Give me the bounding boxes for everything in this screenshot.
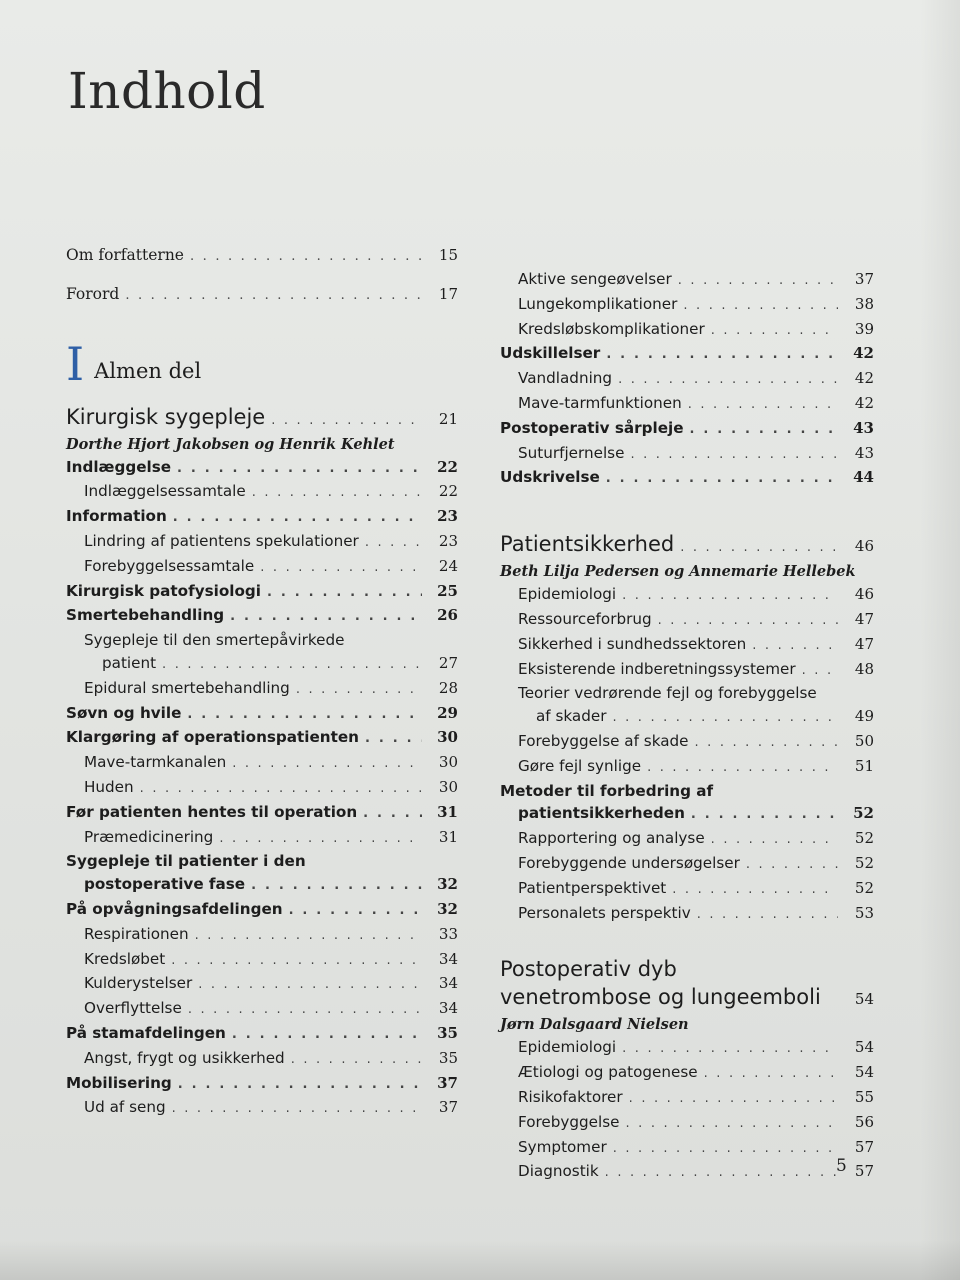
toc-label: Forebyggelse — [518, 1112, 620, 1131]
toc-page: 30 — [437, 728, 458, 747]
leader-dots — [251, 875, 422, 898]
toc-entry[interactable] — [500, 877, 874, 902]
toc-chapter-kirurgisk-sygepleje[interactable] — [66, 404, 458, 434]
toc-entry[interactable] — [66, 751, 458, 776]
toc-entry[interactable] — [66, 505, 458, 530]
toc-page: 37 — [438, 1098, 458, 1117]
toc-label: Vandladning — [518, 369, 613, 388]
chapter-authors: Beth Lilja Pedersen og Annemarie Hellebek — [500, 563, 856, 581]
toc-page: 42 — [854, 393, 874, 412]
leader-dots — [672, 879, 838, 902]
toc-label: Forebyggelse af skade — [518, 731, 689, 750]
toc-page: 54 — [854, 990, 874, 1009]
toc-entry[interactable] — [66, 948, 458, 973]
toc-label: Mave-tarmfunktionen — [518, 393, 682, 412]
leader-dots — [365, 532, 422, 555]
toc-page: 35 — [438, 1048, 458, 1067]
leader-dots — [162, 654, 422, 677]
leader-dots — [177, 458, 422, 481]
toc-entry[interactable] — [66, 1096, 458, 1121]
toc-entry[interactable] — [500, 1061, 874, 1086]
toc-label: Epidural smertebehandling — [84, 678, 290, 697]
toc-entry[interactable] — [500, 730, 874, 755]
leader-dots — [683, 295, 838, 318]
toc-entry[interactable] — [66, 530, 458, 555]
toc-page: 54 — [854, 1038, 874, 1057]
toc-label: Forord — [66, 284, 120, 303]
toc-page: 24 — [438, 556, 458, 575]
toc-label-line2: af skader — [536, 707, 607, 726]
toc-entry[interactable] — [500, 1111, 874, 1136]
toc-page: 35 — [437, 1023, 458, 1042]
toc-label: Eksisterende indberetningssystemer — [518, 659, 796, 678]
toc-page: 57 — [854, 1162, 874, 1181]
leader-dots — [190, 246, 422, 269]
toc-entry[interactable] — [66, 776, 458, 801]
leader-dots — [291, 1049, 422, 1072]
leader-dots — [173, 507, 422, 530]
leader-dots — [296, 679, 422, 702]
chapter-title: Patientsikkerhed — [500, 532, 675, 557]
leader-dots — [271, 408, 422, 434]
toc-label: Før patienten hentes til operation — [66, 802, 358, 821]
toc-label: Angst, frygt og usikkerhed — [84, 1048, 285, 1067]
toc-entry[interactable] — [66, 923, 458, 948]
toc-entry[interactable] — [500, 827, 874, 852]
leader-dots — [680, 535, 838, 561]
toc-entry[interactable] — [66, 972, 458, 997]
leader-dots — [267, 582, 422, 605]
page-bottom-shadow — [0, 1240, 960, 1280]
chapter-title-line2: venetrombose og lungeemboli — [500, 985, 821, 1010]
toc-label: Overflyttelse — [84, 999, 182, 1018]
toc-entry[interactable] — [500, 318, 874, 343]
toc-label: Præmedicinering — [84, 827, 214, 846]
toc-page: 22 — [438, 482, 458, 501]
toc-label: Information — [66, 507, 167, 526]
toc-page: 31 — [437, 802, 458, 821]
part-title: Almen del — [94, 358, 202, 383]
toc-label: Forebyggende undersøgelser — [518, 853, 740, 872]
toc-page: 52 — [854, 829, 874, 848]
toc-page: 48 — [854, 659, 874, 678]
toc-page: 33 — [438, 924, 458, 943]
leader-dots — [606, 468, 838, 491]
toc-entry[interactable] — [66, 480, 458, 505]
toc-page: 22 — [437, 457, 458, 476]
toc-entry[interactable] — [66, 555, 458, 580]
toc-entry[interactable] — [500, 293, 874, 318]
leader-dots — [618, 369, 838, 392]
toc-page: 49 — [854, 707, 874, 726]
leader-dots — [622, 585, 838, 608]
toc-page: 46 — [854, 537, 874, 556]
toc-page: 47 — [854, 634, 874, 653]
toc-page: 46 — [854, 585, 874, 604]
toc-label-line2: postoperative fase — [84, 875, 246, 894]
toc-entry[interactable] — [500, 1036, 874, 1061]
toc-page: 23 — [437, 507, 458, 526]
toc-label: Lindring af patientens spekulationer — [84, 531, 359, 550]
toc-entry[interactable] — [66, 873, 458, 898]
leader-dots — [605, 1162, 838, 1185]
toc-label: Rapportering og analyse — [518, 829, 705, 848]
leader-dots — [691, 804, 838, 827]
toc-label: Postoperativ sårpleje — [500, 418, 684, 437]
toc-entry[interactable] — [66, 677, 458, 702]
leader-dots — [695, 732, 838, 755]
toc-page: 34 — [438, 999, 458, 1018]
toc-page: 56 — [854, 1112, 874, 1131]
chapter-authors: Dorthe Hjort Jakobsen og Henrik Kehlet — [66, 435, 395, 453]
toc-entry[interactable] — [66, 1022, 458, 1047]
toc-label: På opvågningsafdelingen — [66, 899, 283, 918]
toc-label: Suturfjernelse — [518, 443, 625, 462]
toc-label-line1[interactable]: Metoder til forbedring af — [500, 781, 714, 800]
toc-label-line1[interactable]: Sygepleje til patienter i den — [66, 852, 306, 871]
toc-label: Kredsløbet — [84, 949, 166, 968]
toc-entry[interactable] — [66, 1072, 458, 1097]
leader-dots — [622, 1038, 838, 1061]
leader-dots — [178, 1074, 422, 1097]
toc-page: 21 — [438, 409, 458, 428]
leader-dots — [746, 854, 838, 877]
toc-label: Mobilisering — [66, 1073, 172, 1092]
toc-label: Forebyggelsessamtale — [84, 556, 255, 575]
toc-label: Kredsløbskomplikationer — [518, 319, 705, 338]
leader-dots — [647, 757, 838, 780]
leader-dots — [252, 482, 422, 505]
leader-dots — [171, 950, 422, 973]
page-number: 5 — [836, 1156, 847, 1176]
toc-page: 27 — [438, 653, 458, 672]
toc-entry[interactable] — [500, 392, 874, 417]
toc-label: Ud af seng — [84, 1098, 166, 1117]
toc-label: Smertebehandling — [66, 606, 225, 625]
toc-page: 43 — [853, 418, 874, 437]
toc-page: 42 — [853, 344, 874, 363]
toc-label: Gøre fejl synlige — [518, 756, 642, 775]
toc-label-line2: patientsikkerheden — [518, 804, 685, 823]
leader-dots — [606, 344, 838, 367]
toc-label: Udskillelser — [500, 344, 601, 363]
chapter-authors: Jørn Dalsgaard Nielsen — [500, 1016, 689, 1034]
leader-dots — [658, 610, 838, 633]
leader-dots — [711, 829, 838, 852]
part-numeral: I — [66, 336, 85, 391]
toc-page: 31 — [438, 827, 458, 846]
leader-dots — [198, 974, 422, 997]
toc-label: Mave-tarmkanalen — [84, 753, 227, 772]
chapter-title-line1[interactable]: Postoperativ dyb — [500, 957, 677, 982]
toc-entry[interactable] — [66, 997, 458, 1022]
toc-page: 30 — [438, 777, 458, 796]
toc-entry[interactable] — [66, 652, 458, 677]
toc-page: 32 — [437, 899, 458, 918]
toc-page: 34 — [438, 974, 458, 993]
toc-chapter-patientsikkerhed[interactable] — [500, 531, 874, 561]
toc-page: 38 — [854, 294, 874, 313]
toc-page: 53 — [854, 903, 874, 922]
leader-dots — [232, 753, 422, 776]
toc-entry[interactable] — [66, 801, 458, 826]
toc-label: Respirationen — [84, 924, 189, 943]
leader-dots — [612, 707, 838, 730]
toc-entry[interactable] — [500, 442, 874, 467]
toc-entry[interactable] — [500, 902, 874, 927]
leader-dots — [629, 1088, 838, 1111]
toc-page: 23 — [438, 531, 458, 550]
toc-page: 26 — [437, 606, 458, 625]
toc-page: 37 — [854, 270, 874, 288]
toc-page: 52 — [854, 853, 874, 872]
toc-page: 55 — [854, 1087, 874, 1106]
toc-label: Kirurgisk patofysiologi — [66, 581, 261, 600]
toc-entry[interactable] — [500, 342, 874, 367]
leader-dots — [289, 900, 422, 923]
toc-label: Huden — [84, 777, 134, 796]
toc-page: 32 — [437, 875, 458, 894]
toc-entry[interactable] — [66, 1047, 458, 1072]
leader-dots — [188, 999, 422, 1022]
page-edge-shadow — [920, 0, 960, 1280]
toc-entry[interactable] — [66, 898, 458, 923]
toc-entry[interactable] — [500, 658, 874, 683]
toc-entry[interactable] — [500, 583, 874, 608]
toc-page: 54 — [854, 1063, 874, 1082]
toc-page: 39 — [854, 319, 874, 338]
toc-entry[interactable] — [500, 417, 874, 442]
toc-page: 52 — [853, 804, 874, 823]
toc-entry[interactable] — [500, 802, 874, 827]
toc-label: Sikkerhed i sundhedssektoren — [518, 634, 747, 653]
leader-dots — [697, 904, 838, 927]
leader-dots — [690, 419, 838, 442]
toc-page: 57 — [854, 1137, 874, 1156]
toc-page: 52 — [854, 878, 874, 897]
toc-page: 25 — [437, 581, 458, 600]
toc-page: 37 — [437, 1073, 458, 1092]
toc-entry[interactable] — [66, 826, 458, 851]
toc-label: Patientperspektivet — [518, 878, 667, 897]
toc-label: Symptomer — [518, 1137, 607, 1156]
toc-label-line1[interactable]: Teorier vedrørende fejl og forebyggelse — [518, 684, 817, 703]
leader-dots — [232, 1024, 422, 1047]
toc-label: Epidemiologi — [518, 1038, 617, 1057]
toc-entry[interactable] — [66, 604, 458, 629]
toc-entry[interactable] — [500, 268, 874, 293]
toc-label: Klargøring af operationspatienten — [66, 728, 359, 747]
leader-dots — [260, 557, 422, 580]
toc-label: Risikofaktorer — [518, 1087, 623, 1106]
toc-entry[interactable] — [500, 1136, 874, 1161]
toc-page: 51 — [854, 756, 874, 775]
toc-label: På stamafdelingen — [66, 1023, 226, 1042]
toc-page: 29 — [437, 703, 458, 722]
leader-dots — [802, 660, 838, 683]
leader-dots — [219, 828, 422, 851]
leader-dots — [704, 1063, 838, 1086]
leader-dots — [752, 635, 838, 658]
leader-dots — [187, 704, 422, 727]
toc-page: 15 — [438, 246, 458, 264]
toc-label: Søvn og hvile — [66, 703, 182, 722]
leader-dots — [625, 1113, 838, 1136]
toc-entry-forord[interactable] — [66, 283, 458, 308]
toc-label: Om forfatterne — [66, 246, 184, 264]
toc-label: Ressourceforbrug — [518, 609, 652, 628]
toc-page: 47 — [854, 609, 874, 628]
toc-right-column — [500, 268, 874, 1185]
leader-dots — [125, 285, 422, 308]
leader-dots — [711, 320, 838, 343]
toc-page: 17 — [438, 284, 458, 303]
toc-label-line2: patient — [102, 653, 157, 672]
leader-dots — [363, 803, 422, 826]
toc-page: 28 — [438, 678, 458, 697]
toc-label: Lungekomplikationer — [518, 294, 678, 313]
toc-page: 30 — [438, 753, 458, 772]
toc-chapter-venetrombose[interactable] — [500, 984, 874, 1014]
page-title: Indhold — [68, 62, 266, 120]
toc-entry[interactable] — [500, 705, 874, 730]
toc-entry[interactable] — [66, 726, 458, 751]
leader-dots — [365, 728, 422, 751]
toc-entry[interactable] — [500, 1086, 874, 1111]
toc-label: Ætiologi og patogenese — [518, 1063, 698, 1082]
toc-label: Diagnostik — [518, 1162, 599, 1181]
toc-label: Personalets perspektiv — [518, 903, 691, 922]
leader-dots — [172, 1098, 422, 1121]
toc-entry[interactable] — [500, 466, 874, 491]
leader-dots — [613, 1138, 838, 1161]
toc-page: 50 — [854, 731, 874, 750]
part-heading — [66, 336, 458, 391]
toc-label: Epidemiologi — [518, 585, 617, 604]
leader-dots — [195, 925, 422, 948]
toc-entry[interactable] — [500, 1160, 874, 1185]
toc-entry[interactable] — [66, 702, 458, 727]
toc-entry[interactable] — [66, 456, 458, 481]
toc-entry[interactable] — [500, 755, 874, 780]
toc-label: Indlæggelsessamtale — [84, 482, 246, 501]
toc-label: Udskrivelse — [500, 468, 600, 487]
toc-page: 44 — [853, 468, 874, 487]
leader-dots — [630, 444, 838, 467]
toc-entry[interactable] — [500, 367, 874, 392]
toc-label: Indlæggelse — [66, 457, 172, 476]
toc-label: Kulderystelser — [84, 974, 193, 993]
toc-entry[interactable] — [500, 608, 874, 633]
leader-dots — [678, 270, 838, 293]
toc-page: 43 — [854, 443, 874, 462]
toc-entry[interactable] — [66, 580, 458, 605]
toc-entry-om-forfatterne[interactable] — [66, 244, 458, 269]
toc-left-column — [66, 244, 458, 1121]
leader-dots — [688, 394, 838, 417]
toc-page: 34 — [438, 949, 458, 968]
toc-label: Aktive sengeøvelser — [518, 270, 672, 288]
toc-page: 42 — [854, 369, 874, 388]
toc-label-line1[interactable]: Sygepleje til den smertepåvirkede — [84, 631, 345, 650]
toc-entry[interactable] — [500, 633, 874, 658]
chapter-title: Kirurgisk sygepleje — [66, 404, 266, 429]
leader-dots — [230, 606, 422, 629]
toc-entry[interactable] — [500, 852, 874, 877]
leader-dots — [140, 778, 422, 801]
